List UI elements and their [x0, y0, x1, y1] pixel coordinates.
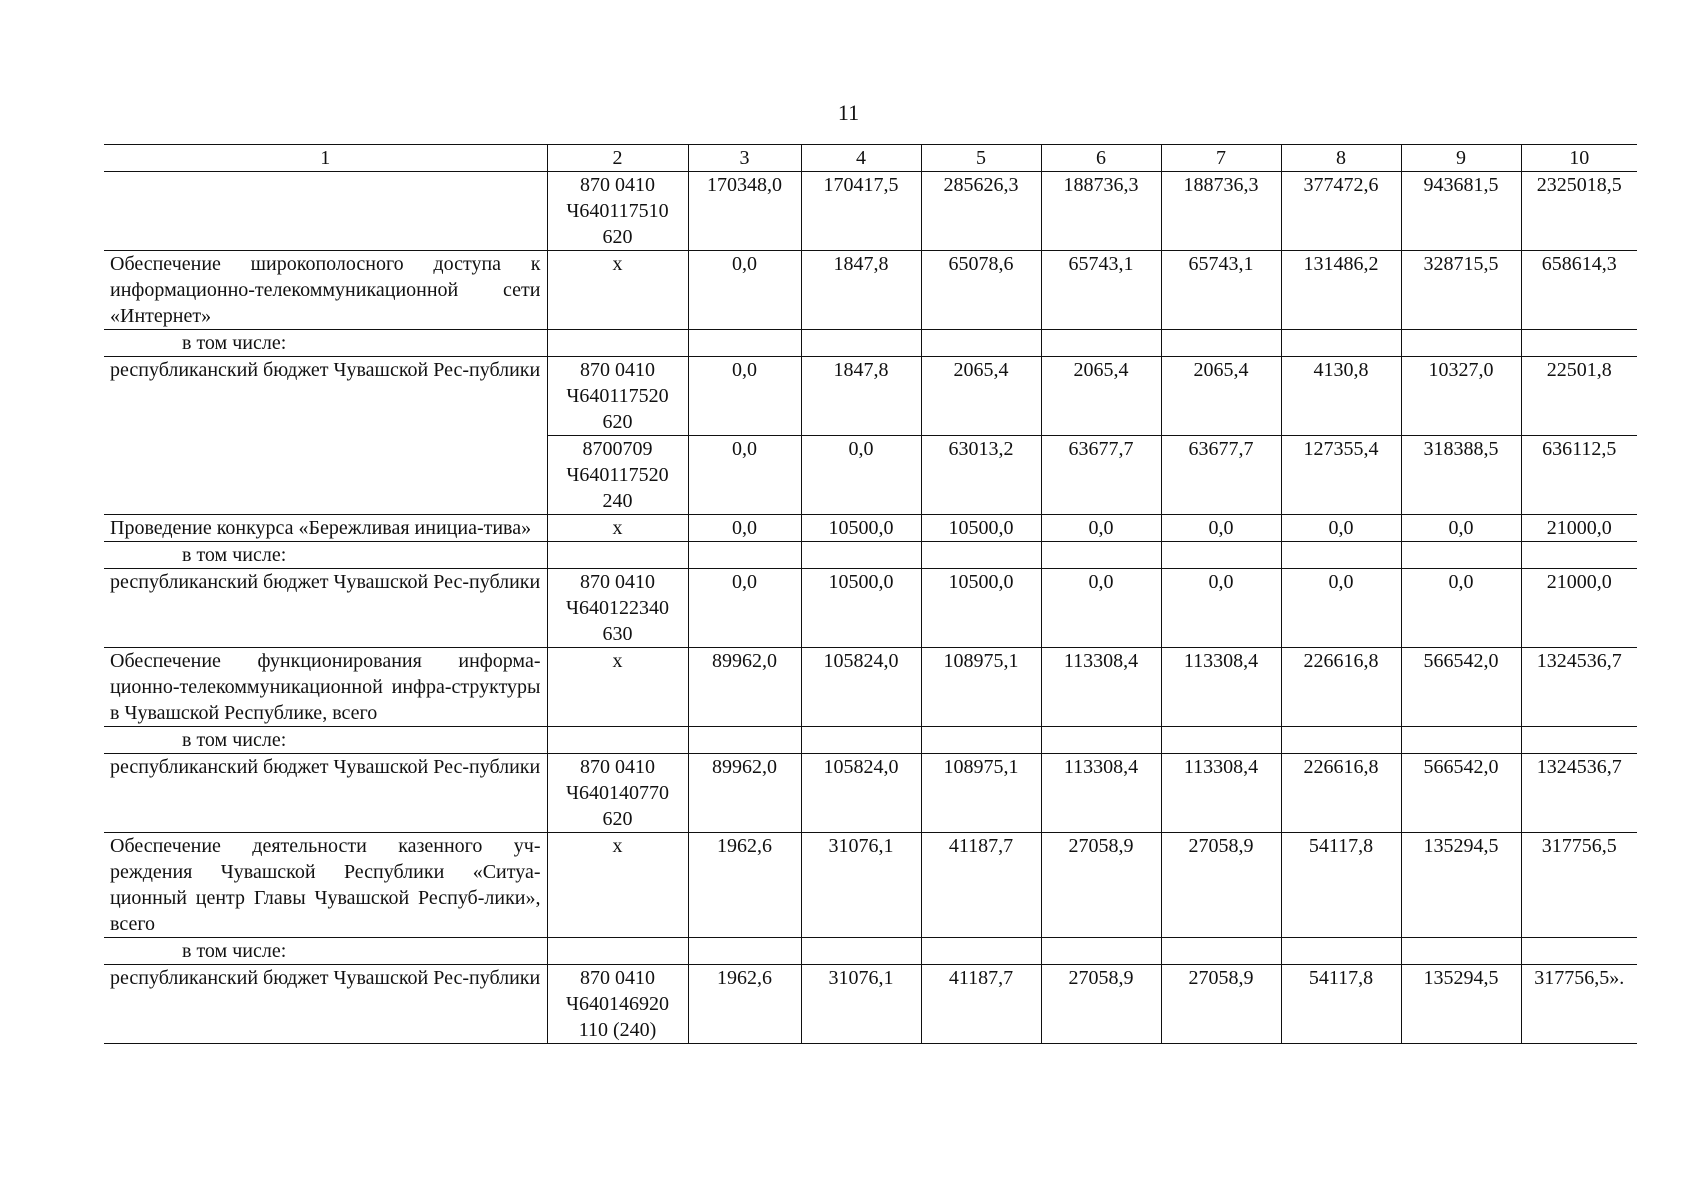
value-cell: 566542,0 [1401, 648, 1521, 727]
empty-cell [801, 938, 921, 965]
value-cell: 63013,2 [921, 436, 1041, 515]
value-cell: 1324536,7 [1521, 754, 1637, 833]
value-cell: 226616,8 [1281, 648, 1401, 727]
budget-code: 870 0410 Ч640117520 620 [547, 357, 688, 436]
value-cell: 54117,8 [1281, 965, 1401, 1044]
value-cell: 226616,8 [1281, 754, 1401, 833]
empty-cell [1521, 727, 1637, 754]
value-cell: 566542,0 [1401, 754, 1521, 833]
value-cell: 1847,8 [801, 251, 921, 330]
budget-table [104, 144, 1637, 1044]
empty-cell [688, 330, 801, 357]
subtotal-label-row [104, 330, 1637, 357]
empty-cell [921, 330, 1041, 357]
value-cell: 658614,3 [1521, 251, 1637, 330]
value-cell: 108975,1 [921, 648, 1041, 727]
value-cell: 89962,0 [688, 648, 801, 727]
value-cell: 0,0 [1281, 515, 1401, 542]
table-row [104, 648, 1637, 727]
value-cell: 127355,4 [1281, 436, 1401, 515]
column-header: 1 [104, 145, 547, 172]
value-cell: 113308,4 [1041, 754, 1161, 833]
value-cell: 21000,0 [1521, 515, 1637, 542]
value-cell: 10500,0 [921, 515, 1041, 542]
empty-cell [1281, 727, 1401, 754]
row-description: Обеспечение широкополосного доступа к информационно-телекоммуникационной сети «Интернет» [104, 251, 547, 330]
column-header: 3 [688, 145, 801, 172]
column-header: 4 [801, 145, 921, 172]
value-cell: 10500,0 [801, 569, 921, 648]
empty-cell [688, 727, 801, 754]
empty-cell [1281, 330, 1401, 357]
budget-table-body [104, 145, 1637, 1044]
budget-code: 870 0410 Ч640122340 630 [547, 569, 688, 648]
empty-cell [1521, 938, 1637, 965]
empty-cell [801, 727, 921, 754]
value-cell: 0,0 [801, 436, 921, 515]
value-cell: 377472,6 [1281, 172, 1401, 251]
value-cell: 105824,0 [801, 754, 921, 833]
value-cell: 318388,5 [1401, 436, 1521, 515]
empty-cell [1161, 542, 1281, 569]
value-cell: 285626,3 [921, 172, 1041, 251]
value-cell: 328715,5 [1401, 251, 1521, 330]
empty-cell [801, 330, 921, 357]
row-description: в том числе: [104, 727, 547, 754]
value-cell: 0,0 [1161, 569, 1281, 648]
empty-cell [1041, 542, 1161, 569]
value-cell: 1847,8 [801, 357, 921, 436]
empty-cell [688, 542, 801, 569]
empty-cell [547, 727, 688, 754]
value-cell: 0,0 [1401, 569, 1521, 648]
subtotal-label-row [104, 542, 1637, 569]
table-row [104, 965, 1637, 1044]
table-row [104, 172, 1637, 251]
empty-cell [1041, 330, 1161, 357]
value-cell: 188736,3 [1161, 172, 1281, 251]
budget-code: x [547, 251, 688, 330]
value-cell: 41187,7 [921, 833, 1041, 938]
value-cell: 63677,7 [1041, 436, 1161, 515]
value-cell: 0,0 [1041, 515, 1161, 542]
empty-cell [921, 938, 1041, 965]
value-cell: 108975,1 [921, 754, 1041, 833]
row-description [104, 172, 547, 251]
empty-cell [1521, 330, 1637, 357]
budget-code: x [547, 648, 688, 727]
value-cell: 135294,5 [1401, 965, 1521, 1044]
subtotal-label-row [104, 938, 1637, 965]
empty-cell [1041, 727, 1161, 754]
value-cell: 0,0 [688, 436, 801, 515]
value-cell: 54117,8 [1281, 833, 1401, 938]
value-cell: 0,0 [1401, 515, 1521, 542]
empty-cell [1401, 542, 1521, 569]
empty-cell [1281, 938, 1401, 965]
row-description: в том числе: [104, 938, 547, 965]
column-header: 6 [1041, 145, 1161, 172]
value-cell: 2325018,5 [1521, 172, 1637, 251]
row-description: Проведение конкурса «Бережливая инициа-тива» [104, 515, 547, 542]
value-cell: 0,0 [688, 251, 801, 330]
value-cell: 0,0 [1041, 569, 1161, 648]
value-cell: 21000,0 [1521, 569, 1637, 648]
value-cell: 131486,2 [1281, 251, 1401, 330]
value-cell: 2065,4 [1041, 357, 1161, 436]
value-cell: 65743,1 [1041, 251, 1161, 330]
value-cell: 65743,1 [1161, 251, 1281, 330]
budget-code: 870 0410 Ч640140770 620 [547, 754, 688, 833]
column-header: 8 [1281, 145, 1401, 172]
column-header: 7 [1161, 145, 1281, 172]
empty-cell [1401, 938, 1521, 965]
value-cell: 105824,0 [801, 648, 921, 727]
value-cell: 22501,8 [1521, 357, 1637, 436]
column-header: 10 [1521, 145, 1637, 172]
empty-cell [1521, 542, 1637, 569]
value-cell: 188736,3 [1041, 172, 1161, 251]
empty-cell [547, 938, 688, 965]
value-cell: 27058,9 [1161, 833, 1281, 938]
value-cell: 27058,9 [1041, 965, 1161, 1044]
row-description: республиканский бюджет Чувашской Рес-публики [104, 965, 547, 1044]
empty-cell [1161, 330, 1281, 357]
subtotal-label-row [104, 727, 1637, 754]
value-cell: 10327,0 [1401, 357, 1521, 436]
value-cell: 63677,7 [1161, 436, 1281, 515]
value-cell: 170417,5 [801, 172, 921, 251]
value-cell: 31076,1 [801, 833, 921, 938]
row-description: в том числе: [104, 542, 547, 569]
row-description: Обеспечение деятельности казенного уч-реждения Чувашской Республики «Ситуа-ционный центр Главы Чувашской Респуб-лики», всего [104, 833, 547, 938]
row-description: республиканский бюджет Чувашской Рес-публики [104, 754, 547, 833]
value-cell: 113308,4 [1161, 754, 1281, 833]
value-cell: 636112,5 [1521, 436, 1637, 515]
empty-cell [547, 542, 688, 569]
row-description: в том числе: [104, 330, 547, 357]
value-cell: 0,0 [688, 515, 801, 542]
value-cell: 27058,9 [1161, 965, 1281, 1044]
value-cell: 89962,0 [688, 754, 801, 833]
column-header: 9 [1401, 145, 1521, 172]
empty-cell [1041, 938, 1161, 965]
empty-cell [688, 938, 801, 965]
value-cell: 317756,5 [1521, 833, 1637, 938]
value-cell: 113308,4 [1161, 648, 1281, 727]
value-cell: 170348,0 [688, 172, 801, 251]
value-cell: 135294,5 [1401, 833, 1521, 938]
value-cell: 113308,4 [1041, 648, 1161, 727]
budget-code: 8700709 Ч640117520 240 [547, 436, 688, 515]
table-row [104, 251, 1637, 330]
empty-cell [1401, 727, 1521, 754]
value-cell: 31076,1 [801, 965, 921, 1044]
value-cell: 10500,0 [801, 515, 921, 542]
page-number: 11 [837, 100, 860, 125]
value-cell: 1962,6 [688, 965, 801, 1044]
value-cell: 317756,5». [1521, 965, 1637, 1044]
value-cell: 943681,5 [1401, 172, 1521, 251]
row-description: республиканский бюджет Чувашской Рес-публики [104, 357, 547, 515]
column-header-row [104, 145, 1637, 172]
value-cell: 2065,4 [921, 357, 1041, 436]
value-cell: 10500,0 [921, 569, 1041, 648]
budget-code: x [547, 833, 688, 938]
row-description: Обеспечение функционирования информа-ционно-телекоммуникационной инфра-структуры в Чувашской Республике, всего [104, 648, 547, 727]
value-cell: 4130,8 [1281, 357, 1401, 436]
table-row [104, 754, 1637, 833]
value-cell: 27058,9 [1041, 833, 1161, 938]
value-cell: 1324536,7 [1521, 648, 1637, 727]
empty-cell [1401, 330, 1521, 357]
value-cell: 0,0 [688, 569, 801, 648]
empty-cell [921, 542, 1041, 569]
empty-cell [921, 727, 1041, 754]
empty-cell [1281, 542, 1401, 569]
value-cell: 0,0 [688, 357, 801, 436]
table-row [104, 515, 1637, 542]
budget-code: 870 0410 Ч640146920 110 (240) [547, 965, 688, 1044]
value-cell: 1962,6 [688, 833, 801, 938]
table-row [104, 357, 1637, 436]
value-cell: 0,0 [1281, 569, 1401, 648]
empty-cell [1161, 727, 1281, 754]
empty-cell [1161, 938, 1281, 965]
value-cell: 2065,4 [1161, 357, 1281, 436]
value-cell: 41187,7 [921, 965, 1041, 1044]
table-row [104, 569, 1637, 648]
empty-cell [801, 542, 921, 569]
row-description: республиканский бюджет Чувашской Рес-публики [104, 569, 547, 648]
empty-cell [547, 330, 688, 357]
value-cell: 0,0 [1161, 515, 1281, 542]
budget-code: 870 0410 Ч640117510 620 [547, 172, 688, 251]
column-header: 2 [547, 145, 688, 172]
budget-code: x [547, 515, 688, 542]
table-row [104, 833, 1637, 938]
value-cell: 65078,6 [921, 251, 1041, 330]
column-header: 5 [921, 145, 1041, 172]
